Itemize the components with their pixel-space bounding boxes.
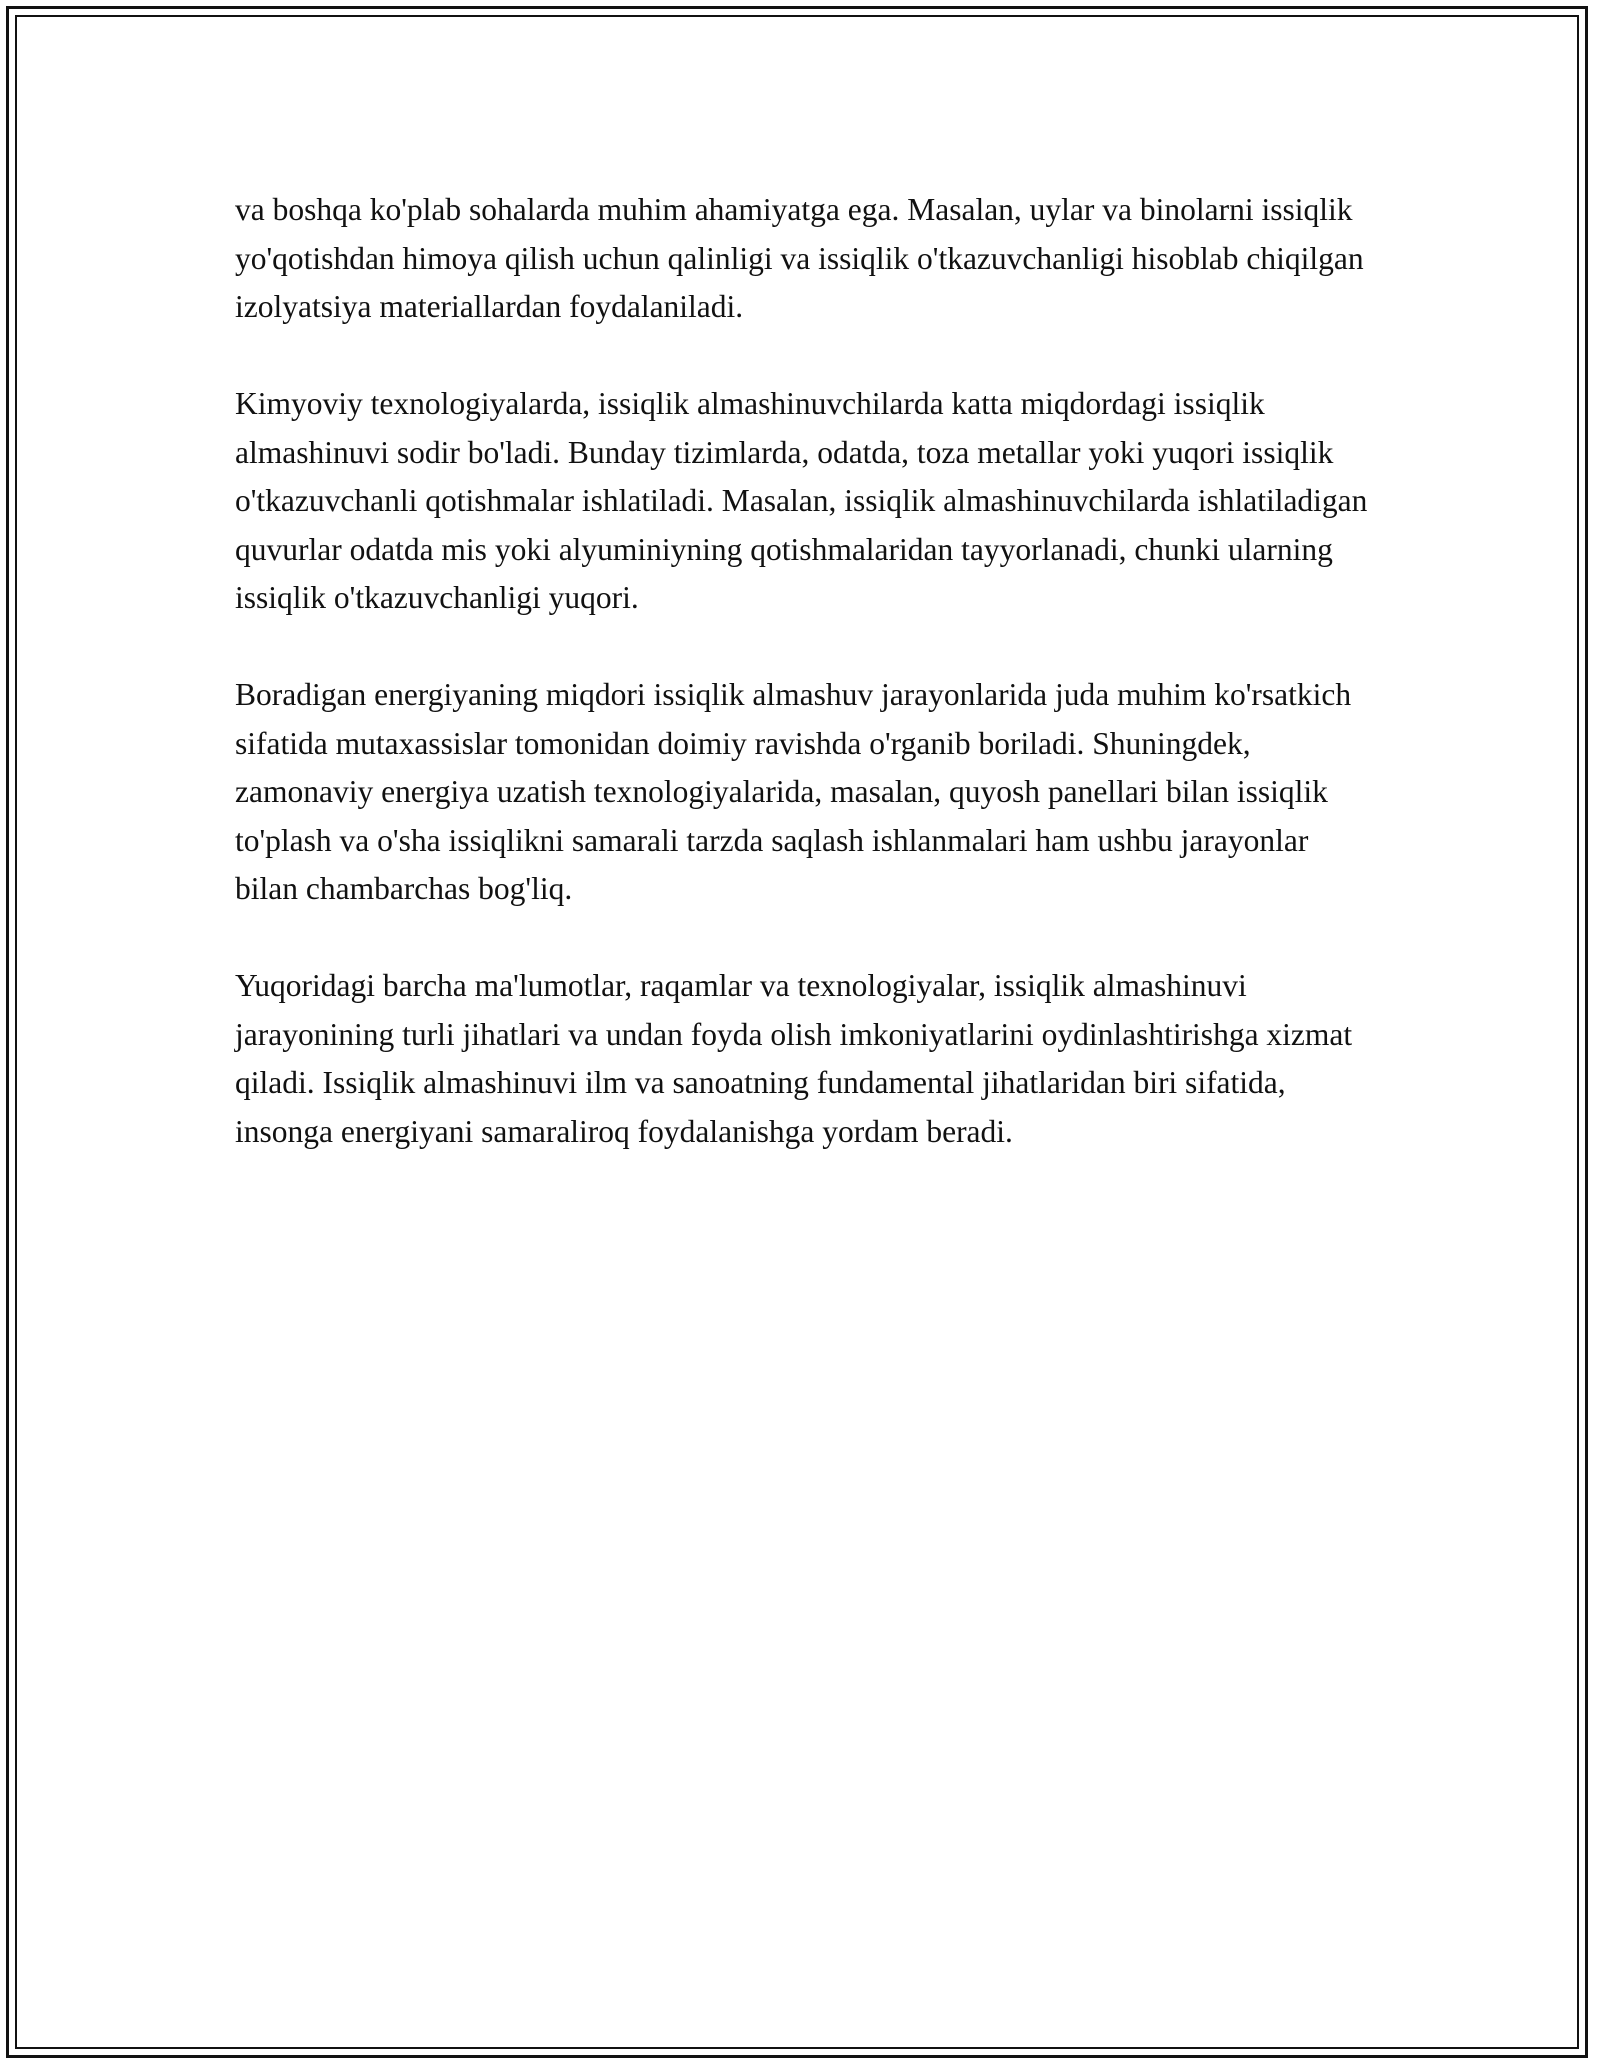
document-body bbox=[235, 186, 1375, 1205]
paragraph-1: va boshqa ko'plab sohalarda muhim ahamiyatga ega. Masalan, uylar va binolarni issiqlik yo'qotishdan himoya qilish uchun qalinligi va issiqlik o'tkazuvchanligi hisoblab chiqilgan izolyatsiya materiallardan foydalaniladi. bbox=[235, 192, 1364, 324]
paragraph-2: Kimyoviy texnologiyalarda, issiqlik almashinuvchilarda katta miqdordagi issiqlik almashinuvi sodir bo'ladi. Bunday tizimlarda, odatda, toza metallar yoki yuqori issiqlik o'tkazuvchanli qotishmalar ishlatiladi. Masalan, issiqlik almashinuvchilarda ishlatiladigan quvurlar odatda mis yoki alyuminiyning qotishmalaridan tayyorlanadi, chunki ularning issiqlik o'tkazuvchanligi yuqori. bbox=[235, 386, 1368, 615]
paragraph-3: Boradigan energiyaning miqdori issiqlik almashuv jarayonlarida juda muhim ko'rsatkich sifatida mutaxassislar tomonidan doimiy ravishda o'rganib boriladi. Shuningdek, zamonaviy energiya uzatish texnologiyalarida, masalan, quyosh panellari bilan issiqlik to'plash va o'sha issiqlikni samarali tarzda saqlash ishlanmalari ham ushbu jarayonlar bilan chambarchas bog'liq. bbox=[235, 677, 1352, 906]
paragraph-4: Yuqoridagi barcha ma'lumotlar, raqamlar va texnologiyalar, issiqlik almashinuvi jarayonining turli jihatlari va undan foyda olish imkoniyatlarini oydinlashtirishga xizmat qiladi. Issiqlik almashinuvi ilm va sanoatning fundamental jihatlaridan biri sifatida, insonga energiyani samaraliroq foydalanishga yordam beradi. bbox=[235, 968, 1353, 1149]
